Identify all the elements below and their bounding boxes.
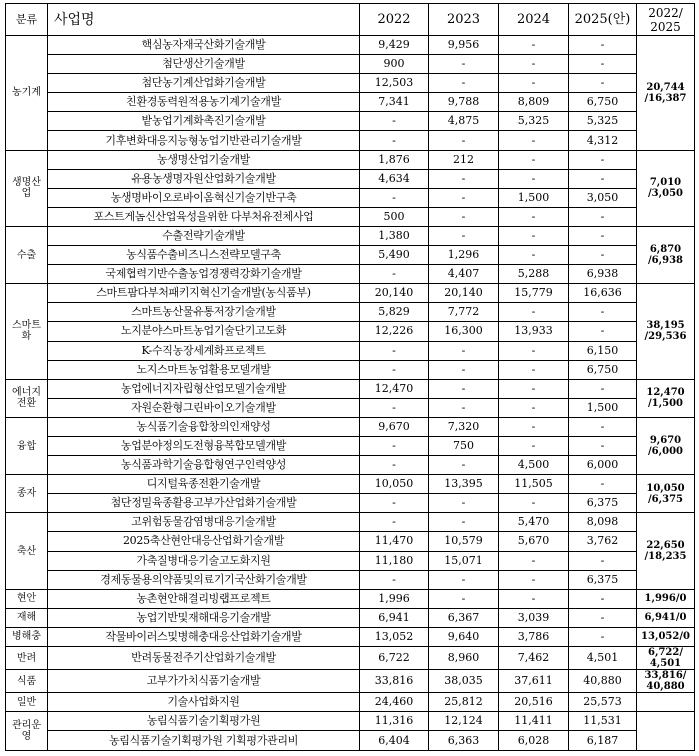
project-name-cell: 수출전략기술개발 [48, 226, 360, 245]
value-cell-2025: - [569, 436, 637, 455]
value-cell-2025: 6,375 [569, 570, 637, 589]
value-cell-2025: - [569, 150, 637, 169]
group-total-cell: 6,722/ 4,501 [637, 647, 695, 670]
project-name-cell: 첨단농기계산업화기술개발 [48, 74, 360, 93]
value-cell-2024: - [499, 360, 569, 379]
project-name-cell: 농생명바이오로바이옴혁신기술기반구축 [48, 188, 360, 207]
category-cell: 일반 [6, 693, 48, 712]
value-cell-2024: 5,670 [499, 532, 569, 551]
value-cell-2023: 9,956 [429, 36, 499, 55]
table-row [6, 379, 695, 398]
value-cell-2023: 4,875 [429, 112, 499, 131]
project-name-cell: 자원순환형그린바이오기술개발 [48, 398, 360, 417]
value-cell-2025: - [569, 207, 637, 226]
value-cell-2023: 9,788 [429, 93, 499, 112]
value-cell-2023: - [429, 131, 499, 150]
value-cell-2025: 6,187 [569, 731, 637, 751]
value-cell-2024: 5,470 [499, 513, 569, 532]
value-cell-2022: 1,876 [360, 150, 429, 169]
value-cell-2023: - [429, 360, 499, 379]
value-cell-2024: - [499, 551, 569, 570]
header-project: 사업명 [48, 4, 360, 36]
value-cell-2022: 12,226 [360, 322, 429, 341]
project-name-cell: 디지털육종전환기술개발 [48, 475, 360, 494]
value-cell-2025: - [569, 417, 637, 436]
value-cell-2023: 6,363 [429, 731, 499, 751]
value-cell-2024: - [499, 398, 569, 417]
value-cell-2023: 7,320 [429, 417, 499, 436]
group-total-cell: 22,650 /18,235 [637, 513, 695, 589]
value-cell-2024: - [499, 207, 569, 226]
value-cell-2022: 500 [360, 207, 429, 226]
value-cell-2025: 6,150 [569, 341, 637, 360]
value-cell-2025: - [569, 226, 637, 245]
value-cell-2022: 9,670 [360, 417, 429, 436]
value-cell-2022: 12,503 [360, 74, 429, 93]
value-cell-2022: - [360, 570, 429, 589]
value-cell-2023: 13,395 [429, 475, 499, 494]
value-cell-2024: - [499, 169, 569, 188]
category-cell: 반려 [6, 647, 48, 670]
table-row [6, 169, 695, 188]
table-row [6, 341, 695, 360]
header-year-2022: 2022 [360, 4, 429, 36]
value-cell-2025: 11,531 [569, 712, 637, 731]
category-cell: 종자 [6, 475, 48, 513]
project-name-cell: 스마트팜다부처패키지혁신기술개발(농식품부) [48, 284, 360, 303]
category-cell: 축산 [6, 513, 48, 589]
group-total-cell: 12,470 /1,500 [637, 379, 695, 417]
value-cell-2022: 24,460 [360, 693, 429, 712]
table-row [6, 589, 695, 608]
value-cell-2025: 3,762 [569, 532, 637, 551]
value-cell-2023: 750 [429, 436, 499, 455]
value-cell-2025: - [569, 36, 637, 55]
table-row [6, 494, 695, 513]
table-row [6, 303, 695, 322]
value-cell-2023: 7,772 [429, 303, 499, 322]
value-cell-2025: 4,501 [569, 647, 637, 670]
group-total-cell: 33,816/ 40,880 [637, 670, 695, 693]
value-cell-2024: 15,779 [499, 284, 569, 303]
value-cell-2022: 1,380 [360, 226, 429, 245]
value-cell-2022: 10,050 [360, 475, 429, 494]
value-cell-2025: 3,050 [569, 188, 637, 207]
table-row [6, 55, 695, 74]
group-total-cell: 10,050 /6,375 [637, 475, 695, 513]
project-name-cell: 국제협력기반수출농업경쟁력강화기술개발 [48, 265, 360, 284]
value-cell-2022: 11,180 [360, 551, 429, 570]
group-total-cell: 38,195 /29,536 [637, 284, 695, 379]
value-cell-2022: 20,140 [360, 284, 429, 303]
value-cell-2025: - [569, 589, 637, 608]
category-cell: 병해충 [6, 627, 48, 646]
table-row [6, 513, 695, 532]
group-total-cell: 13,052/0 [637, 627, 695, 646]
value-cell-2022: 6,722 [360, 647, 429, 670]
value-cell-2025: 16,636 [569, 284, 637, 303]
value-cell-2024: - [499, 226, 569, 245]
value-cell-2024: 5,325 [499, 112, 569, 131]
project-name-cell: 유용농생명자원산업화기술개발 [48, 169, 360, 188]
value-cell-2024: - [499, 74, 569, 93]
value-cell-2023: 12,124 [429, 712, 499, 731]
table-row [6, 712, 695, 731]
value-cell-2023: - [429, 169, 499, 188]
project-name-cell: 기후변화대응지능형농업기반관리기술개발 [48, 131, 360, 150]
project-name-cell: 첨단정밀육종활용고부가산업화기술개발 [48, 494, 360, 513]
project-name-cell: 농업분야정의도전형융복합모델개발 [48, 436, 360, 455]
value-cell-2023: - [429, 513, 499, 532]
value-cell-2025: 6,750 [569, 360, 637, 379]
table-row [6, 608, 695, 627]
table-row [6, 475, 695, 494]
value-cell-2025: 6,375 [569, 494, 637, 513]
value-cell-2025: - [569, 322, 637, 341]
value-cell-2024: 4,500 [499, 456, 569, 475]
value-cell-2025: - [569, 627, 637, 646]
value-cell-2023: 8,960 [429, 647, 499, 670]
value-cell-2024: 8,809 [499, 93, 569, 112]
project-name-cell: 가축질병대응기술고도화지원 [48, 551, 360, 570]
table-row [6, 265, 695, 284]
value-cell-2024: 37,611 [499, 670, 569, 693]
value-cell-2022: - [360, 341, 429, 360]
table-row [6, 93, 695, 112]
value-cell-2024: 5,288 [499, 265, 569, 284]
value-cell-2022: 12,470 [360, 379, 429, 398]
budget-table [5, 3, 695, 751]
project-name-cell: 첨단생산기술개발 [48, 55, 360, 74]
category-cell: 융합 [6, 417, 48, 474]
table-row [6, 150, 695, 169]
value-cell-2025: - [569, 55, 637, 74]
value-cell-2024: - [499, 303, 569, 322]
value-cell-2023: 38,035 [429, 670, 499, 693]
table-row [6, 112, 695, 131]
value-cell-2022: - [360, 513, 429, 532]
table-row [6, 627, 695, 646]
value-cell-2022: 9,429 [360, 36, 429, 55]
project-name-cell: 친환경동력원적용농기계기술개발 [48, 93, 360, 112]
value-cell-2024: - [499, 379, 569, 398]
value-cell-2024: - [499, 246, 569, 265]
value-cell-2024: 6,028 [499, 731, 569, 751]
value-cell-2025: 4,312 [569, 131, 637, 150]
table-row [6, 322, 695, 341]
value-cell-2025: 6,938 [569, 265, 637, 284]
value-cell-2022: - [360, 456, 429, 475]
value-cell-2023: - [429, 589, 499, 608]
value-cell-2024: 3,786 [499, 627, 569, 646]
project-name-cell: 농림식품기술기획평가원 [48, 712, 360, 731]
table-row [6, 398, 695, 417]
table-row [6, 207, 695, 226]
value-cell-2025: - [569, 169, 637, 188]
category-cell: 식품 [6, 670, 48, 693]
value-cell-2022: 6,404 [360, 731, 429, 751]
header-row [6, 4, 695, 36]
value-cell-2025: - [569, 74, 637, 93]
value-cell-2024: 11,411 [499, 712, 569, 731]
value-cell-2022: 11,470 [360, 532, 429, 551]
table-row [6, 570, 695, 589]
value-cell-2024: 1,500 [499, 188, 569, 207]
table-row [6, 246, 695, 265]
category-cell: 생명산업 [6, 150, 48, 226]
value-cell-2024: 13,933 [499, 322, 569, 341]
value-cell-2023: - [429, 74, 499, 93]
group-total-cell: 6,941/0 [637, 608, 695, 627]
project-name-cell: 고부가가치식품기술개발 [48, 670, 360, 693]
value-cell-2023: - [429, 226, 499, 245]
value-cell-2022: 900 [360, 55, 429, 74]
value-cell-2025: - [569, 246, 637, 265]
value-cell-2024: - [499, 494, 569, 513]
value-cell-2023: - [429, 398, 499, 417]
project-name-cell: 노지분야스마트농업기술단기고도화 [48, 322, 360, 341]
value-cell-2023: 6,367 [429, 608, 499, 627]
project-name-cell: 반려동물전주기산업화기술개발 [48, 647, 360, 670]
value-cell-2022: 13,052 [360, 627, 429, 646]
value-cell-2022: - [360, 436, 429, 455]
value-cell-2022: 4,634 [360, 169, 429, 188]
group-total-cell: 1,996/0 [637, 589, 695, 608]
table-row [6, 131, 695, 150]
value-cell-2023: - [429, 207, 499, 226]
table-row [6, 188, 695, 207]
table-row [6, 670, 695, 693]
value-cell-2024: - [499, 589, 569, 608]
table-row [6, 693, 695, 712]
category-cell: 재해 [6, 608, 48, 627]
value-cell-2023: 4,407 [429, 265, 499, 284]
table-row [6, 74, 695, 93]
value-cell-2024: - [499, 570, 569, 589]
value-cell-2022: 5,490 [360, 246, 429, 265]
value-cell-2025: - [569, 475, 637, 494]
group-total-cell: 6,870 /6,938 [637, 226, 695, 283]
project-name-cell: 2025축산현안대응산업화기술개발 [48, 532, 360, 551]
value-cell-2025: - [569, 608, 637, 627]
value-cell-2024: 3,039 [499, 608, 569, 627]
group-total-cell [637, 693, 695, 712]
value-cell-2023: 10,579 [429, 532, 499, 551]
category-cell: 현안 [6, 589, 48, 608]
value-cell-2025: 5,325 [569, 112, 637, 131]
project-name-cell: K-수직농장세계화프로젝트 [48, 341, 360, 360]
category-cell: 수출 [6, 226, 48, 283]
value-cell-2023: 20,140 [429, 284, 499, 303]
project-name-cell: 농촌현안해결리빙랩프로젝트 [48, 589, 360, 608]
project-name-cell: 경제동물용의약품및의료기기국산화기술개발 [48, 570, 360, 589]
category-cell: 에너지전환 [6, 379, 48, 417]
value-cell-2024: - [499, 36, 569, 55]
value-cell-2023: 15,071 [429, 551, 499, 570]
value-cell-2022: - [360, 112, 429, 131]
value-cell-2025: 8,098 [569, 513, 637, 532]
value-cell-2024: 11,505 [499, 475, 569, 494]
value-cell-2023: 1,296 [429, 246, 499, 265]
group-total-cell: 20,744 /16,387 [637, 36, 695, 151]
project-name-cell: 농식품수출비즈니스전략모델구축 [48, 246, 360, 265]
value-cell-2022: 6,941 [360, 608, 429, 627]
value-cell-2022: 7,341 [360, 93, 429, 112]
project-name-cell: 기술사업화지원 [48, 693, 360, 712]
value-cell-2023: 16,300 [429, 322, 499, 341]
value-cell-2024: 7,462 [499, 647, 569, 670]
project-name-cell: 핵심농자재국산화기술개발 [48, 36, 360, 55]
table-row [6, 226, 695, 245]
value-cell-2022: - [360, 131, 429, 150]
value-cell-2024: - [499, 341, 569, 360]
value-cell-2025: 6,000 [569, 456, 637, 475]
table-row [6, 532, 695, 551]
project-name-cell: 농림식품기술기획평가원 기획평가관리비 [48, 731, 360, 751]
category-cell: 관리운영 [6, 712, 48, 751]
value-cell-2025: - [569, 551, 637, 570]
value-cell-2024: - [499, 417, 569, 436]
category-cell: 스마트화 [6, 284, 48, 379]
value-cell-2022: 33,816 [360, 670, 429, 693]
group-total-cell [637, 712, 695, 751]
category-cell: 농기계 [6, 36, 48, 151]
table-row [6, 647, 695, 670]
table-row [6, 436, 695, 455]
table-row [6, 417, 695, 436]
table-row [6, 284, 695, 303]
project-name-cell: 농식품과학기술융합형연구인력양성 [48, 456, 360, 475]
value-cell-2025: 6,750 [569, 93, 637, 112]
value-cell-2024: - [499, 131, 569, 150]
table-body [6, 36, 695, 751]
header-year-2023: 2023 [429, 4, 499, 36]
value-cell-2023: 9,640 [429, 627, 499, 646]
value-cell-2025: - [569, 379, 637, 398]
project-name-cell: 포스트게놈신산업육성을위한 다부처유전체사업 [48, 207, 360, 226]
table-row [6, 731, 695, 751]
project-name-cell: 스마트농산물유통저장기술개발 [48, 303, 360, 322]
value-cell-2023: 25,812 [429, 693, 499, 712]
value-cell-2024: - [499, 150, 569, 169]
value-cell-2025: 1,500 [569, 398, 637, 417]
value-cell-2023: - [429, 494, 499, 513]
value-cell-2024: - [499, 55, 569, 74]
table-row [6, 360, 695, 379]
table-row [6, 551, 695, 570]
value-cell-2023: - [429, 55, 499, 74]
value-cell-2022: - [360, 398, 429, 417]
project-name-cell: 농업에너지자립형산업모델기술개발 [48, 379, 360, 398]
project-name-cell: 농식품기술융합창의인재양성 [48, 417, 360, 436]
header-year-2024: 2024 [499, 4, 569, 36]
value-cell-2023: - [429, 188, 499, 207]
value-cell-2024: - [499, 436, 569, 455]
value-cell-2022: 5,829 [360, 303, 429, 322]
project-name-cell: 작물바이러스및병해충대응산업화기술개발 [48, 627, 360, 646]
project-name-cell: 고위험동물감염병대응기술개발 [48, 513, 360, 532]
value-cell-2023: - [429, 379, 499, 398]
value-cell-2023: - [429, 456, 499, 475]
project-name-cell: 밭농업기계화촉진기술개발 [48, 112, 360, 131]
group-total-cell: 7,010 /3,050 [637, 150, 695, 226]
value-cell-2022: - [360, 360, 429, 379]
value-cell-2025: 40,880 [569, 670, 637, 693]
table-row [6, 456, 695, 475]
group-total-cell: 9,670 /6,000 [637, 417, 695, 474]
value-cell-2022: - [360, 494, 429, 513]
value-cell-2025: 25,573 [569, 693, 637, 712]
header-category: 분류 [6, 4, 48, 36]
header-total: 2022/ 2025 [637, 4, 695, 36]
value-cell-2024: 20,516 [499, 693, 569, 712]
header-year-2025: 2025(안) [569, 4, 637, 36]
value-cell-2022: - [360, 188, 429, 207]
value-cell-2022: 11,316 [360, 712, 429, 731]
value-cell-2025: - [569, 303, 637, 322]
project-name-cell: 농업기반및재해대응기술개발 [48, 608, 360, 627]
value-cell-2022: - [360, 265, 429, 284]
project-name-cell: 노지스마트농업활용모델개발 [48, 360, 360, 379]
value-cell-2023: 212 [429, 150, 499, 169]
value-cell-2023: - [429, 570, 499, 589]
project-name-cell: 농생명산업기술개발 [48, 150, 360, 169]
table-row [6, 36, 695, 55]
value-cell-2022: 1,996 [360, 589, 429, 608]
value-cell-2023: - [429, 341, 499, 360]
